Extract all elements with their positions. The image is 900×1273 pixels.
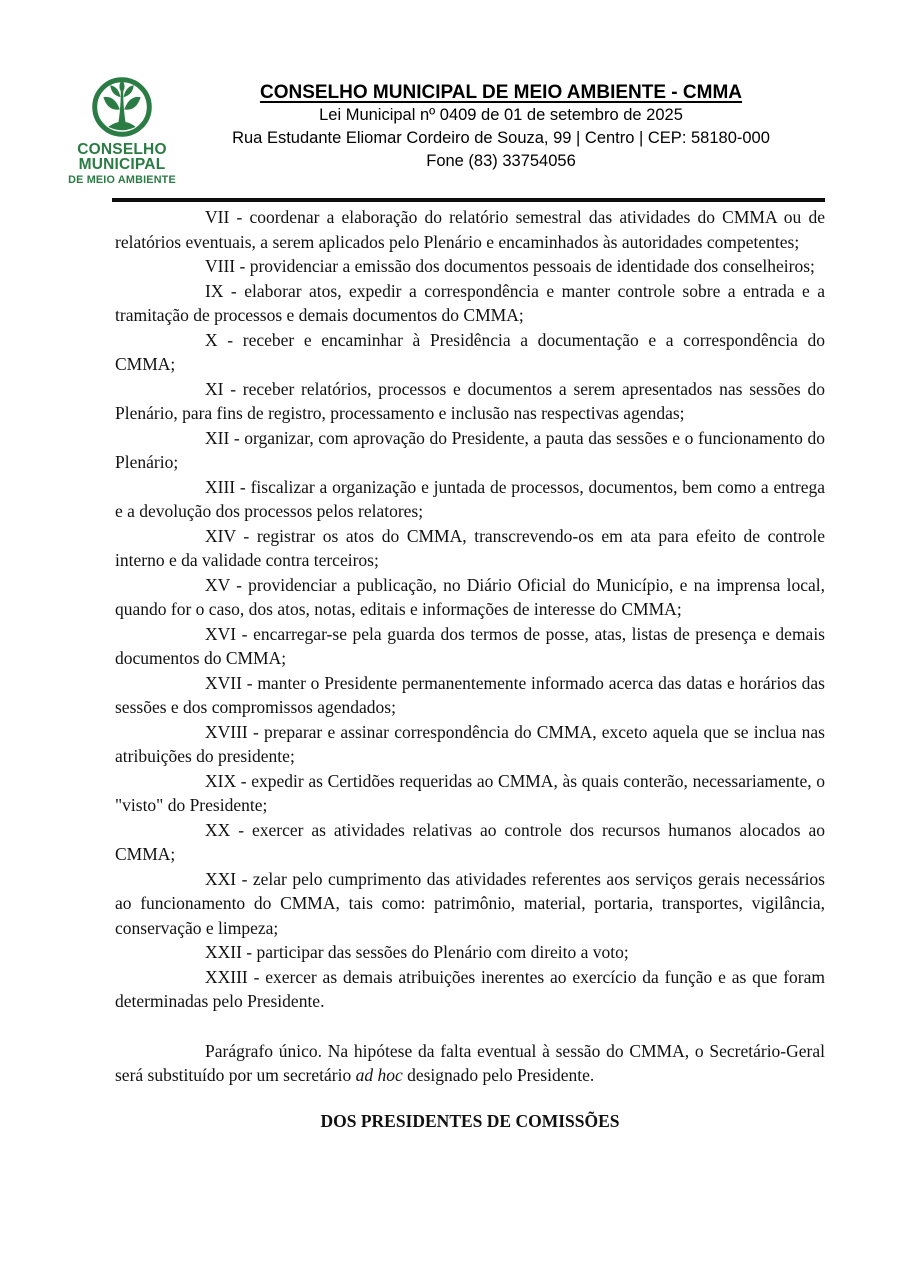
plant-icon [91, 76, 153, 138]
clause-xx: XX - exercer as atividades relativas ao controle dos recursos humanos alocados ao CMMA; [115, 819, 825, 864]
clause-viii: VIII - providenciar a emissão dos documentos pessoais de identidade dos conselheiros; [205, 256, 815, 276]
clause-xii: XII - organizar, com aprovação do Presidente, a pauta das sessões e o funcionamento do Plenário; [115, 427, 825, 472]
address-line: Rua Estudante Eliomar Cordeiro de Souza, 99 | Centro | CEP: 58180-000 [232, 129, 770, 147]
document-title: CONSELHO MUNICIPAL DE MEIO AMBIENTE - CMMA [259, 82, 743, 103]
phone-line: Fone (83) 33754056 [426, 152, 576, 170]
clause-xvi: XVI - encarregar-se pela guarda dos termos de posse, atas, listas de presença e demais documentos do CMMA; [115, 623, 825, 668]
clause-vii: VII - coordenar a elaboração do relatório semestral das atividades do CMMA ou de relatórios eventuais, a serem aplicados pelo Plenário e encaminhados às autoridades competentes; [115, 207, 825, 252]
clause-x: X - receber e encaminhar à Presidência a documentação e a correspondência do CMMA; [115, 329, 825, 374]
clause-xiv: XIV - registrar os atos do CMMA, transcrevendo-os em ata para efeito de controle interno e da validade contra terceiros; [115, 525, 825, 570]
clause-xxi: XXI - zelar pelo cumprimento das atividades referentes aos serviços gerais necessários ao funcionamento do CMMA, tais como: patrimônio, material, portaria, transportes, vigilância, conservação e limpeza; [115, 868, 825, 938]
clause-xvii: XVII - manter o Presidente permanentemente informado acerca das datas e horários das sessões e dos compromissos agendados; [115, 672, 825, 717]
clause-xi: XI - receber relatórios, processos e documentos a serem apresentados nas sessões do Plenário, para fins de registro, processamento e inclusão nas respectivas agendas; [115, 378, 825, 423]
letterhead-text [172, 81, 830, 173]
logo-text-line-2: MUNICIPAL [78, 156, 166, 173]
logo-text-line-3: DE MEIO AMBIENTE [68, 174, 176, 186]
paragraph-unico [115, 1039, 825, 1088]
paragraph-unico-text-after: designado pelo Presidente. [402, 1065, 595, 1085]
clause-xix: XIX - expedir as Certidões requeridas ao CMMA, às quais conterão, necessariamente, o "visto" do Presidente; [115, 770, 825, 815]
law-line: Lei Municipal nº 0409 de 01 de setembro de 2025 [319, 106, 683, 124]
clause-xxii: XXII - participar das sessões do Plenário com direito a voto; [205, 942, 629, 962]
section-heading: DOS PRESIDENTES DE COMISSÕES [320, 1110, 620, 1131]
header-divider [112, 198, 825, 202]
document-body [115, 205, 825, 1133]
clause-xiii: XIII - fiscalizar a organização e juntada de processos, documentos, bem como a entrega e a devolução dos processos pelos relatores; [115, 476, 825, 521]
cmma-logo [64, 76, 180, 186]
clause-ix: IX - elaborar atos, expedir a correspondência e manter controle sobre a entrada e a tramitação de processos e demais documentos do CMMA; [115, 280, 825, 325]
clause-xxiii: XXIII - exercer as demais atribuições inerentes ao exercício da função e as que foram determinadas pelo Presidente. [115, 966, 825, 1011]
letterhead [0, 0, 900, 198]
paragraph-unico-text-before: Parágrafo único. Na hipótese da falta eventual à sessão do CMMA, o Secretário-Geral será substituído por um secretário [115, 1040, 825, 1085]
ad-hoc-italic: ad hoc [355, 1065, 403, 1085]
clause-xv: XV - providenciar a publicação, no Diário Oficial do Município, e na imprensa local, quando for o caso, dos atos, notas, editais e informações de interesse do CMMA; [115, 574, 825, 619]
logo-text-line-1: CONSELHO [77, 141, 167, 158]
clause-xviii: XVIII - preparar e assinar correspondência do CMMA, exceto aquela que se inclua nas atribuições do presidente; [115, 721, 825, 766]
